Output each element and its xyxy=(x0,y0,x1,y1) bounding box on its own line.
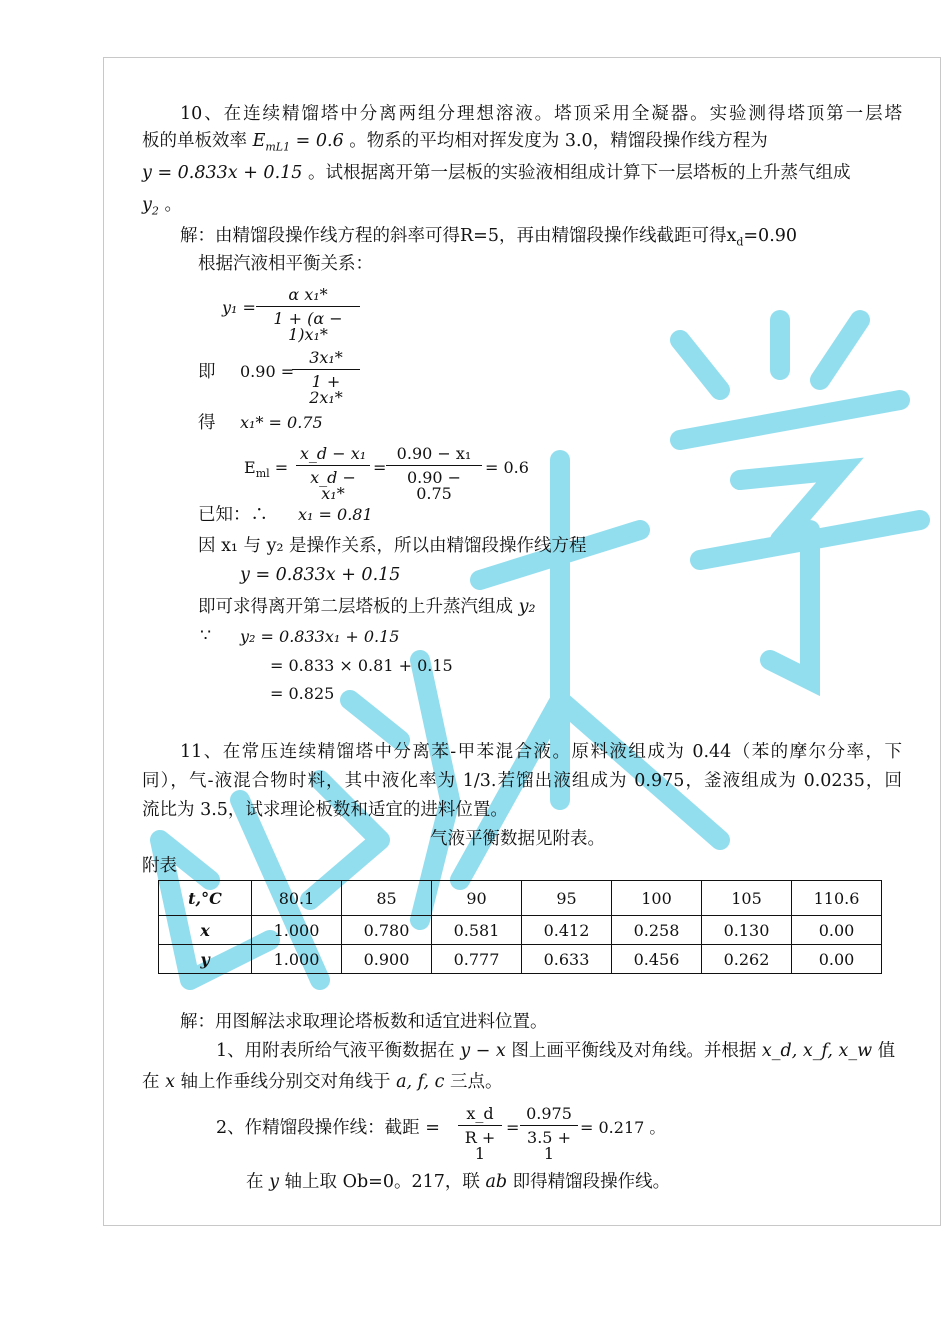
problem11-line4: 气液平衡数据见附表。 xyxy=(430,829,605,849)
intercept-numerator1: x_d xyxy=(466,1104,494,1123)
table-cell: 0.130 xyxy=(702,916,792,945)
eq4-rhs: = 0.6 xyxy=(485,458,529,477)
xd-sub: d xyxy=(736,235,744,249)
table-cell: 0.900 xyxy=(342,945,432,974)
solution11-line2-e: 值 xyxy=(877,1041,896,1061)
solution11-line2-a: 1、用附表所给气液平衡数据在 xyxy=(216,1041,455,1061)
y2-sub: 2 xyxy=(151,204,159,218)
y2-equation: y₂ = 0.833x₁ + 0.15 xyxy=(240,627,400,646)
table-cell: 0.258 xyxy=(612,916,702,945)
efficiency-symbol: E xyxy=(252,131,266,151)
eq4-equals: = xyxy=(269,458,289,477)
solution11-line3-e: 三点。 xyxy=(450,1072,503,1092)
eq2-fraction xyxy=(292,350,360,406)
efficiency-value: = 0.6 xyxy=(290,131,344,151)
problem10-line3-b: 。试根据离开第一层板的实验液相组成计算下一层塔板的上升蒸气组成 xyxy=(307,163,851,183)
intercept-label: 2、作精馏段操作线：截距 = xyxy=(216,1118,440,1138)
problem10-line4-end: 。 xyxy=(158,195,182,215)
intercept-denominator1: R + 1 xyxy=(458,1125,502,1162)
table-header-cell: t,°C xyxy=(159,881,252,916)
problem10-line1: 10、在连续精馏塔中分离两组分理想溶液。塔顶采用全凝器。实验测得塔顶第一层塔 xyxy=(180,104,902,124)
eq4-numerator1: x_d − x₁ xyxy=(299,444,367,463)
problem10-line2-a: 板的单板效率 xyxy=(142,131,247,151)
table-cell: 110.6 xyxy=(792,881,882,916)
solution11-line3-a: 在 xyxy=(142,1072,160,1092)
eq2-denominator: 1 + 2x₁* xyxy=(292,369,360,406)
table-cell: 0.780 xyxy=(342,916,432,945)
y2-symbol: y xyxy=(142,195,152,215)
table-cell: 100 xyxy=(612,881,702,916)
operating-line-repeat: y = 0.833x + 0.15 xyxy=(240,565,401,585)
x1-value: x₁ = 0.81 xyxy=(298,505,373,524)
x-axis-symbol: x xyxy=(165,1072,175,1092)
eq2-lhs: 0.90 = xyxy=(240,362,295,381)
solution10-line8-a: 即可求得离开第二层塔板的上升蒸汽组成 xyxy=(198,597,519,617)
composition-symbols: x_d, x_f, x_w xyxy=(761,1041,873,1061)
eq1-denominator: 1 + (α − 1)x₁* xyxy=(256,306,360,343)
eq4-mid: = xyxy=(373,458,387,477)
problem10-line2 xyxy=(142,133,768,153)
solution10-line1-a: 解：由精馏段操作线方程的斜率可得R=5，再由精馏段操作线截距可得x xyxy=(180,226,737,246)
table-cell: 0.777 xyxy=(432,945,522,974)
xd-value: =0.90 xyxy=(743,226,798,246)
solution10-line6: 因 x₁ 与 y₂ 是操作关系，所以由精馏段操作线方程 xyxy=(198,536,587,556)
eq4-lhs xyxy=(244,460,288,479)
eq4-numerator2: 0.90 − x₁ xyxy=(396,444,472,463)
eq4-fraction1 xyxy=(296,446,370,502)
eq2-label: 即 xyxy=(198,362,216,382)
known-label: 已知：∴ xyxy=(198,505,268,525)
operating-line-equation: y = 0.833x + 0.15 xyxy=(142,163,303,183)
solution11-line5 xyxy=(246,1174,670,1192)
table-cell: 105 xyxy=(702,881,792,916)
table-cell: 0.00 xyxy=(792,945,882,974)
solution11-line3 xyxy=(142,1074,503,1092)
y-axis-symbol: y xyxy=(269,1172,279,1192)
solution11-line5-a: 在 xyxy=(246,1172,264,1192)
problem10-line3 xyxy=(142,165,850,183)
solution10-line8-y2: y₂ xyxy=(518,597,536,617)
table-cell: 0.633 xyxy=(522,945,612,974)
intercept-fraction1 xyxy=(458,1106,502,1162)
ab-line-symbol: ab xyxy=(485,1172,508,1192)
table-cell: 0.00 xyxy=(792,916,882,945)
solution11-line2 xyxy=(216,1043,895,1061)
eq4-e: E xyxy=(244,458,256,477)
table-cell: 0.412 xyxy=(522,916,612,945)
table-row xyxy=(159,916,882,945)
table-row xyxy=(159,881,882,916)
table-cell: 1.000 xyxy=(252,945,342,974)
efficiency-sub: mL1 xyxy=(265,140,291,154)
table-cell: 80.1 xyxy=(252,881,342,916)
table-cell: 95 xyxy=(522,881,612,916)
intercept-result: = 0.217 。 xyxy=(580,1118,666,1137)
y-x-diagram: y − x xyxy=(460,1041,506,1061)
solution11-line5-c: 轴上取 Ob=0。217，联 xyxy=(284,1172,480,1192)
problem10-line4 xyxy=(142,197,182,217)
solution10-line2: 根据汽液相平衡关系： xyxy=(198,254,373,274)
eq4-fraction2 xyxy=(386,446,482,502)
eq3-label: 得 xyxy=(198,413,216,433)
table-cell: 1.000 xyxy=(252,916,342,945)
intercept-denominator2: 3.5 + 1 xyxy=(520,1125,578,1162)
solution11-line5-e: 即得精馏段操作线。 xyxy=(512,1172,671,1192)
table-cell: 85 xyxy=(342,881,432,916)
table-caption: 附表 xyxy=(142,856,177,876)
solution11-line1: 解：用图解法求取理论塔板数和适宜进料位置。 xyxy=(180,1012,548,1032)
because-symbol: ∵ xyxy=(200,626,212,646)
intercept-fraction2 xyxy=(520,1106,578,1162)
solution10-line8 xyxy=(198,599,535,617)
y2-result: = 0.825 xyxy=(270,684,335,703)
eq1-fraction xyxy=(256,287,360,343)
table-header-cell: x xyxy=(159,916,252,945)
problem11-line3: 流比为 3.5，试求理论板数和适宜的进料位置。 xyxy=(142,800,508,820)
table-cell: 0.262 xyxy=(702,945,792,974)
table-cell: 0.581 xyxy=(432,916,522,945)
table-header-cell: y xyxy=(159,945,252,974)
problem11-line1: 11、在常压连续精馏塔中分离苯-甲苯混合液。原料液组成为 0.44（苯的摩尔分率，下 xyxy=(180,742,902,762)
intercept-equals: = xyxy=(506,1118,520,1137)
eq1-numerator: α x₁* xyxy=(288,285,328,304)
table-cell: 0.456 xyxy=(612,945,702,974)
eq2-numerator: 3x₁* xyxy=(309,348,343,367)
problem11-line2: 同），气-液混合物时料，其中液化率为 1/3.若馏出液组成为 0.975，釜液组成为 0.0235，回 xyxy=(142,771,902,791)
eq4-denominator1: x_d − x₁* xyxy=(296,465,370,502)
y2-substitution: = 0.833 × 0.81 + 0.15 xyxy=(270,656,453,675)
vle-data-table xyxy=(158,880,882,974)
problem10-line2-d: 。物系的平均相对挥发度为 3.0，精馏段操作线方程为 xyxy=(349,131,768,151)
intercept-numerator2: 0.975 xyxy=(526,1104,572,1123)
eq1-lhs: y₁ = xyxy=(222,298,256,317)
solution11-line2-c: 图上画平衡线及对角线。并根据 xyxy=(511,1041,757,1061)
table-cell: 90 xyxy=(432,881,522,916)
eq4-denominator2: 0.90 − 0.75 xyxy=(386,465,482,502)
table-row xyxy=(159,945,882,974)
points-symbols: a, f, c xyxy=(396,1072,445,1092)
solution11-line3-c: 轴上作垂线分别交对角线于 xyxy=(180,1072,391,1092)
eq3-result: x₁* = 0.75 xyxy=(240,413,323,432)
eq4-sub: ml xyxy=(255,467,270,481)
solution10-line1 xyxy=(180,228,797,248)
